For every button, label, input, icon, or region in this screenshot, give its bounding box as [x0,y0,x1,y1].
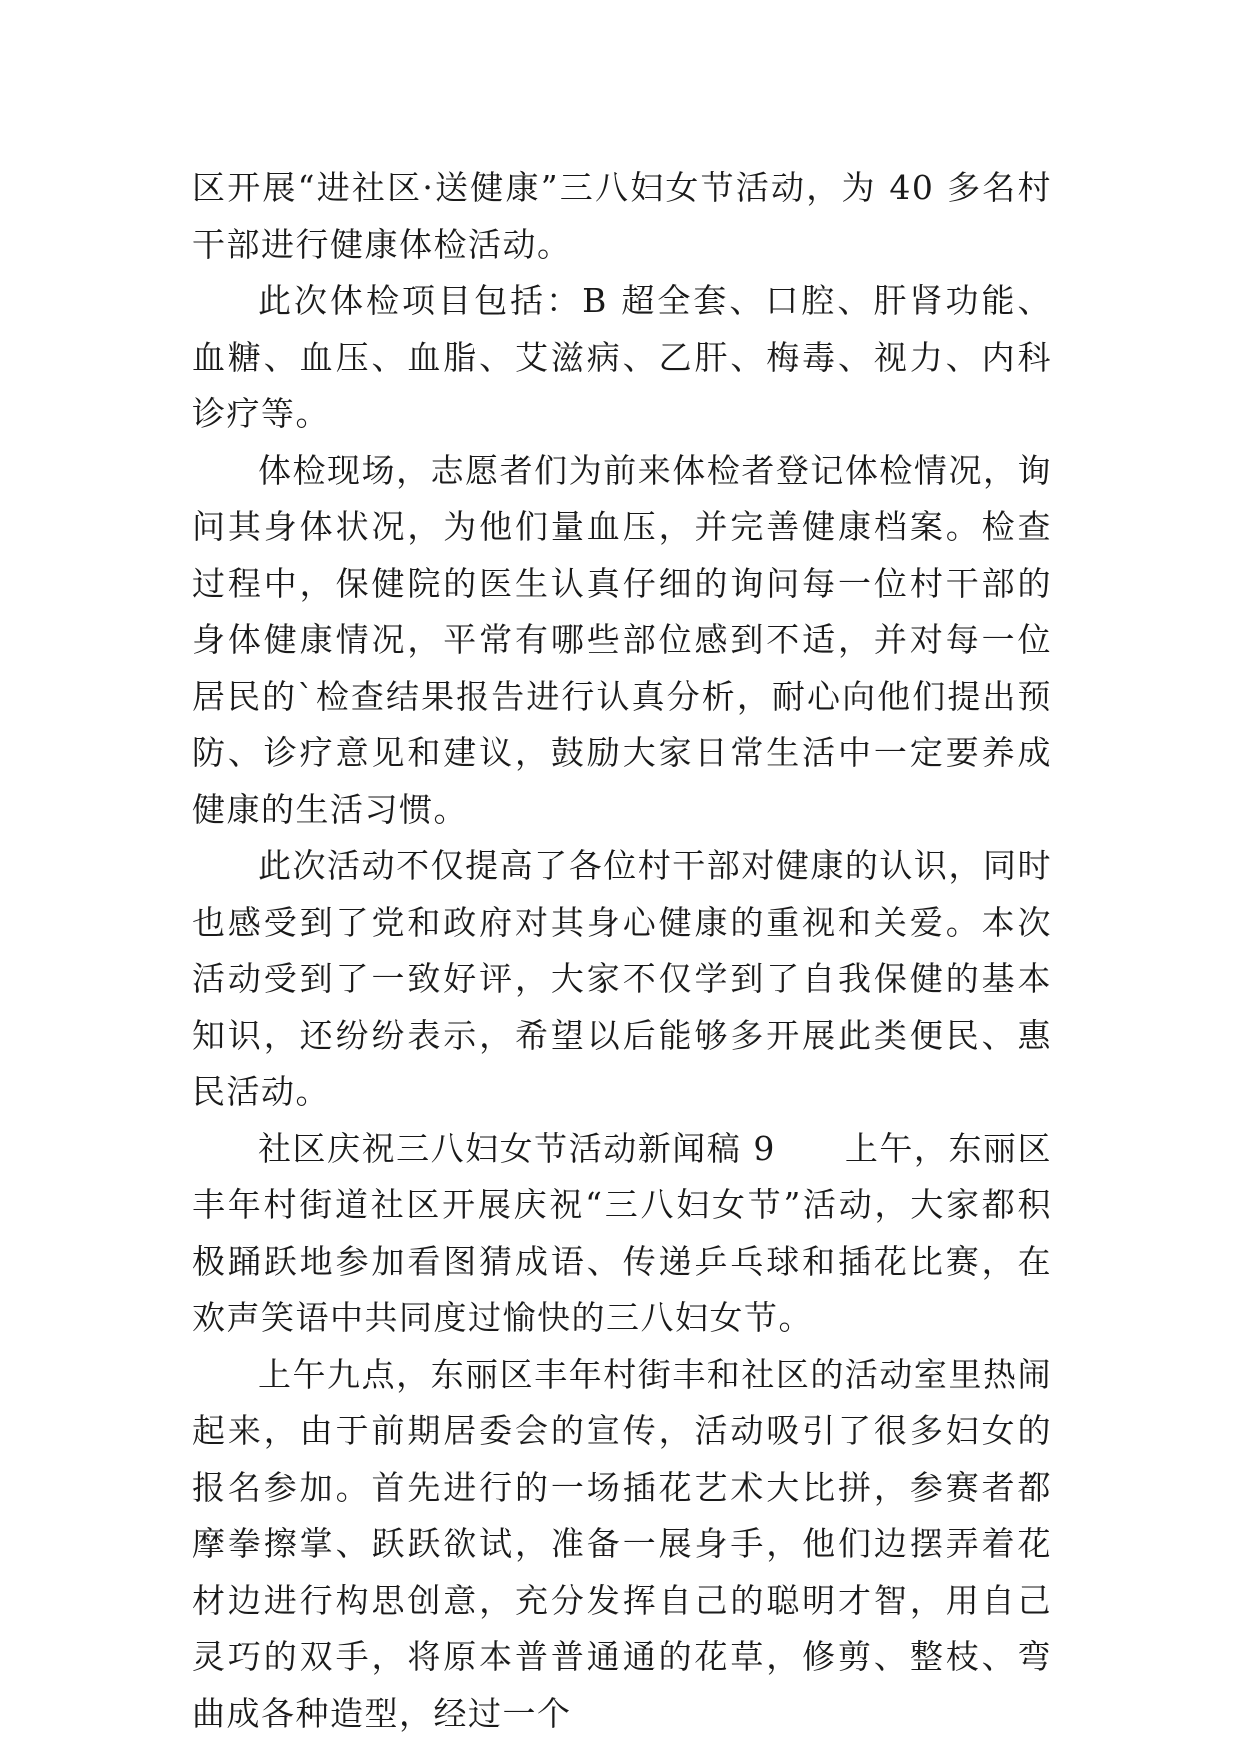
paragraph-2: 此次体检项目包括：B 超全套、口腔、肝肾功能、血糖、血压、血脂、艾滋病、乙肝、梅毒、视力、内科诊疗等。 [192,281,1052,433]
paragraph-6: 上午九点，东丽区丰年村街丰和社区的活动室里热闹起来，由于前期居委会的宣传，活动吸引了很多妇女的报名参加。首先进行的一场插花艺术大比拼，参赛者都摩拳擦掌、跃跃欲试，准备一展身手，他们边摆弄着花材边进行构思创意，充分发挥自己的聪明才智，用自己灵巧的双手，将原本普普通通的花草，修剪、整枝、弯曲成各种造型，经过一个 [192,1354,1052,1733]
paragraph-4: 此次活动不仅提高了各位村干部对健康的认识，同时也感受到了党和政府对其身心健康的重视和关爱。本次活动受到了一致好评，大家不仅学到了自我保健的基本知识，还纷纷表示，希望以后能够多开展此类便民、惠民活动。 [192,846,1052,1111]
paragraph-3: 体检现场，志愿者们为前来体检者登记体检情况，询问其身体状况，为他们量血压，并完善健康档案。检查过程中，保健院的医生认真仔细的询问每一位村干部的身体健康情况，平常有哪些部位感到不适，并对每一位居民的`检查结果报告进行认真分析，耐心向他们提出预防、诊疗意见和建议，鼓励大家日常生活中一定要养成健康的生活习惯。 [192,450,1052,829]
body-text [192,160,1052,1742]
paragraph-5: 社区庆祝三八妇女节活动新闻稿 9 上午，东丽区丰年村街道社区开展庆祝“三八妇女节”活动，大家都积极踊跃地参加看图猜成语、传递乒乓球和插花比赛，在欢声笑语中共同度过愉快的三八妇女节。 [192,1128,1052,1337]
paragraph-1: 区开展“进社区·送健康”三八妇女节活动，为 40 多名村干部进行健康体检活动。 [192,168,1052,264]
